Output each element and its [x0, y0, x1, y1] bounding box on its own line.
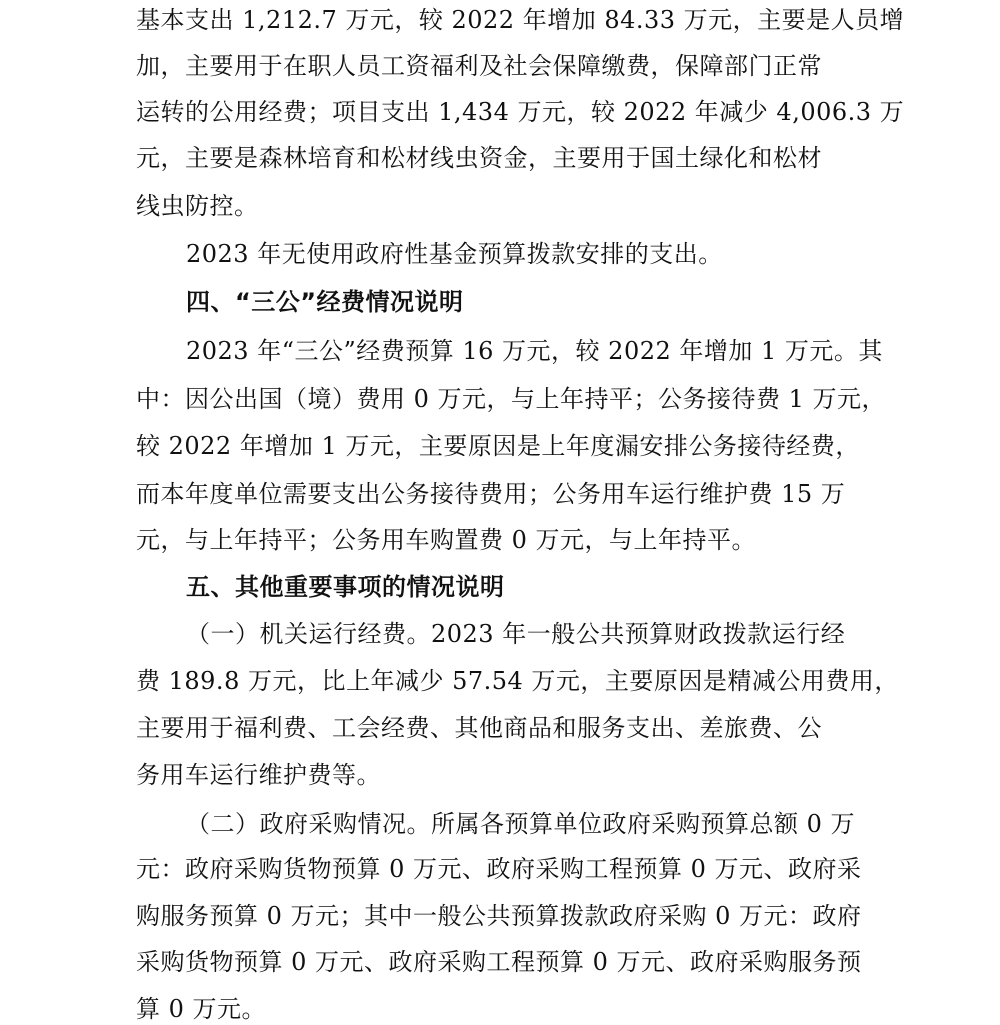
- paragraph-line: （一）机关运行经费。2023 年一般公共预算财政拨款运行经: [186, 620, 846, 648]
- paragraph-line: 2023 年无使用政府性基金预算拨款安排的支出。: [186, 240, 723, 268]
- paragraph-line: 元：政府采购货物预算 0 万元、政府采购工程预算 0 万元、政府采: [136, 855, 862, 883]
- paragraph-line: （二）政府采购情况。所属各预算单位政府采购预算总额 0 万: [186, 810, 856, 838]
- paragraph-line: 算 0 万元。: [136, 995, 267, 1023]
- paragraph-line: 费 189.8 万元，比上年减少 57.54 万元，主要原因是精减公用费用，: [136, 667, 899, 695]
- paragraph-line: 元，主要是森林培育和松材线虫资金，主要用于国土绿化和松材: [136, 144, 822, 172]
- paragraph-line: 线虫防控。: [136, 192, 259, 220]
- paragraph-line: 2023 年“三公”经费预算 16 万元，较 2022 年增加 1 万元。其: [186, 337, 883, 365]
- paragraph-line: 中：因公出国（境）费用 0 万元，与上年持平；公务接待费 1 万元，: [136, 385, 887, 413]
- paragraph-line: 运转的公用经费；项目支出 1,434 万元，较 2022 年减少 4,006.3 万: [136, 98, 905, 126]
- paragraph-line: 加，主要用于在职人员工资福利及社会保障缴费，保障部门正常: [136, 52, 822, 80]
- paragraph-line: 购服务预算 0 万元；其中一般公共预算拨款政府采购 0 万元：政府: [136, 902, 862, 930]
- section-heading: 四、“三公”经费情况说明: [186, 288, 464, 316]
- paragraph-line: 较 2022 年增加 1 万元，主要原因是上年度漏安排公务接待经费，: [136, 432, 860, 460]
- paragraph-line: 而本年度单位需要支出公务接待费用；公务用车运行维护费 15 万: [136, 480, 846, 508]
- paragraph-line: 务用车运行维护费等。: [136, 761, 381, 789]
- paragraph-line: 采购货物预算 0 万元、政府采购工程预算 0 万元、政府采购服务预: [136, 948, 862, 976]
- paragraph-line: 基本支出 1,212.7 万元，较 2022 年增加 84.33 万元，主要是人员增: [136, 6, 905, 34]
- paragraph-line: 主要用于福利费、工会经费、其他商品和服务支出、差旅费、公: [136, 714, 822, 742]
- section-heading: 五、其他重要事项的情况说明: [186, 573, 505, 601]
- paragraph-line: 元，与上年持平；公务用车购置费 0 万元，与上年持平。: [136, 526, 757, 554]
